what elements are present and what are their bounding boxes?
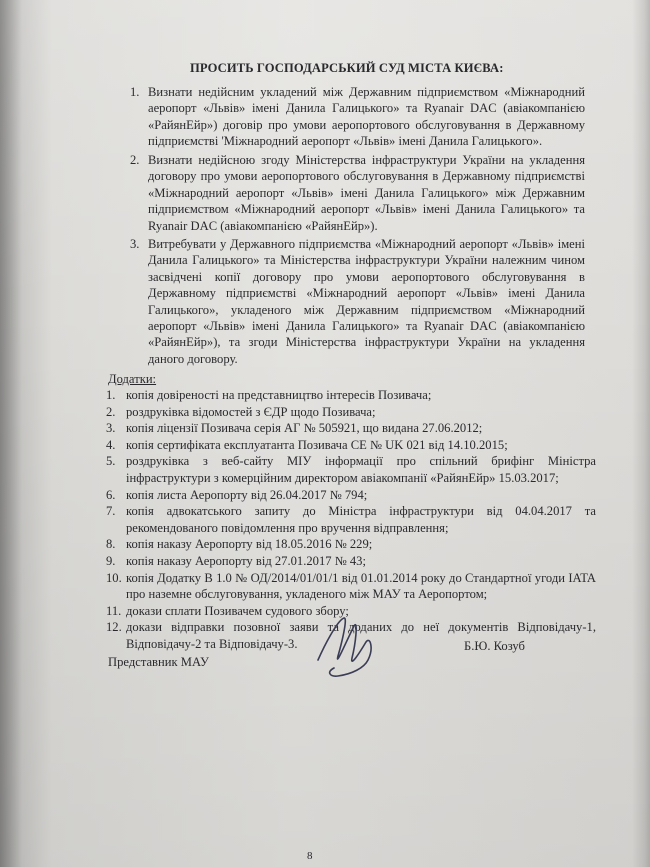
attachment-text: копія адвокатського запиту до Міністра інфраструктури від 04.04.2017 та рекомендованого повідомлення про вручення відправлення; — [126, 504, 596, 535]
attachment-item — [106, 387, 596, 404]
attachment-item — [106, 420, 596, 437]
attachment-item — [106, 453, 596, 486]
attachment-number: 8. — [106, 537, 116, 552]
attachment-text: копія наказу Аеропорту від 27.01.2017 № 43; — [126, 553, 366, 568]
signer-role: Представник МАУ — [108, 655, 209, 669]
attachment-text: копія довіреності на представництво інтересів Позивача; — [126, 388, 432, 402]
request-text: Визнати недійсним укладений між Державним підприємством «Міжнародний аеропорт «Львів» імені Данила Галицького» та Ryanair DAC (авіакомпанією «РайянЕйр») договір про умови аеропортового обслуговування в Державному підприємстві 'Міжнародний аеропорт «Львів» імені Данила Галицького». — [148, 85, 585, 149]
attachment-number: 7. — [106, 504, 116, 519]
attachment-number: 4. — [106, 437, 116, 452]
attachment-number: 11. — [106, 603, 122, 618]
signer-name: Б.Ю. Козуб — [464, 639, 525, 653]
request-text: Визнати недійсною згоду Міністерства інфраструктури України на укладення договору про умови аеропортового обслуговування в Державному підприємстві «Міжнародний аеропорт «Львів» імені Данила Галицького» між Державним підприємством «Міжнародний аеропорт «Львів» імені Данила Галицького» та Ryanair DAC (авіакомпанією «РайянЕйр»). — [148, 153, 585, 233]
attachment-number: 2. — [106, 404, 116, 419]
attachment-item — [106, 404, 596, 421]
attachment-number: 12. — [106, 620, 122, 635]
attachment-text: копія наказу Аеропорту від 18.05.2016 № 229; — [126, 537, 373, 552]
handwritten-signature-icon — [308, 612, 388, 682]
attachment-number: 1. — [106, 388, 116, 402]
request-number: 3. — [130, 237, 140, 251]
attachment-text: копія сертифіката експлуатанта Позивача CE № UK 021 від 14.10.2015; — [126, 437, 508, 452]
attachment-item — [106, 536, 596, 553]
attachment-item — [106, 437, 596, 454]
attachment-text: копія ліцензії Позивача серія АГ № 505921, що видана 27.06.2012; — [126, 421, 483, 436]
document-heading: ПРОСИТЬ ГОСПОДАРСЬКИЙ СУД МІСТА КИЄВА: — [190, 61, 504, 75]
request-item-2 — [130, 152, 585, 234]
page-shadow-right — [632, 0, 650, 867]
attachment-text: докази відправки позовної заяви та доданих до неї документів Відповідачу-1, Відповідачу-2 та Відповідачу-3. — [126, 620, 596, 651]
attachment-text: роздруківка з веб-сайту МІУ інформації про спільний брифінг Міністра інфраструктури з комерційним директором авіакомпанії «РайянЕйр» 15.03.2017; — [126, 454, 596, 485]
attachment-text: копія Додатку B 1.0 № ОД/2014/01/01/1 від 01.01.2014 року до Стандартної угоди IATA про наземне обслуговування, укладеного між МАУ та Аеропортом; — [126, 570, 596, 602]
request-item-1 — [130, 84, 585, 150]
attachment-number: 6. — [106, 487, 116, 502]
page-shadow-left — [0, 0, 22, 867]
request-number: 1. — [130, 85, 140, 99]
attachment-item — [106, 487, 596, 504]
attachment-text: копія листа Аеропорту від 26.04.2017 № 794; — [126, 487, 368, 502]
request-text: Витребувати у Державного підприємства «Міжнародний аеропорт «Львів» імені Данила Галицького» та Міністерства інфраструктури України належним чином засвідчені копії договору про умови аеропортового обслуговування в Державному підприємстві «Міжнародний аеропорт «Львів» імені Данила Галицького», укладеного між Державним підприємством «Міжнародний аеропорт «Львів» імені Данила Галицького» та Ryanair DAC (авіакомпанією «РайянЕйр»), та згоди Міністерства інфраструктури України на укладення даного договору. — [148, 237, 585, 366]
attachment-number: 10. — [106, 570, 122, 585]
request-item-3 — [130, 236, 585, 367]
attachment-item — [106, 570, 596, 603]
attachment-number: 9. — [106, 553, 116, 568]
attachment-text: роздруківка відомостей з ЄДР щодо Позивача; — [126, 404, 376, 419]
attachment-number: 3. — [106, 421, 116, 436]
attachments-heading: Додатки: — [108, 372, 157, 386]
attachment-item — [106, 553, 596, 570]
attachment-number: 5. — [106, 454, 116, 469]
page-number: 8 — [307, 850, 313, 862]
attachment-item — [106, 503, 596, 536]
request-number: 2. — [130, 153, 140, 167]
attachment-text: докази сплати Позивачем судового збору; — [126, 603, 349, 618]
